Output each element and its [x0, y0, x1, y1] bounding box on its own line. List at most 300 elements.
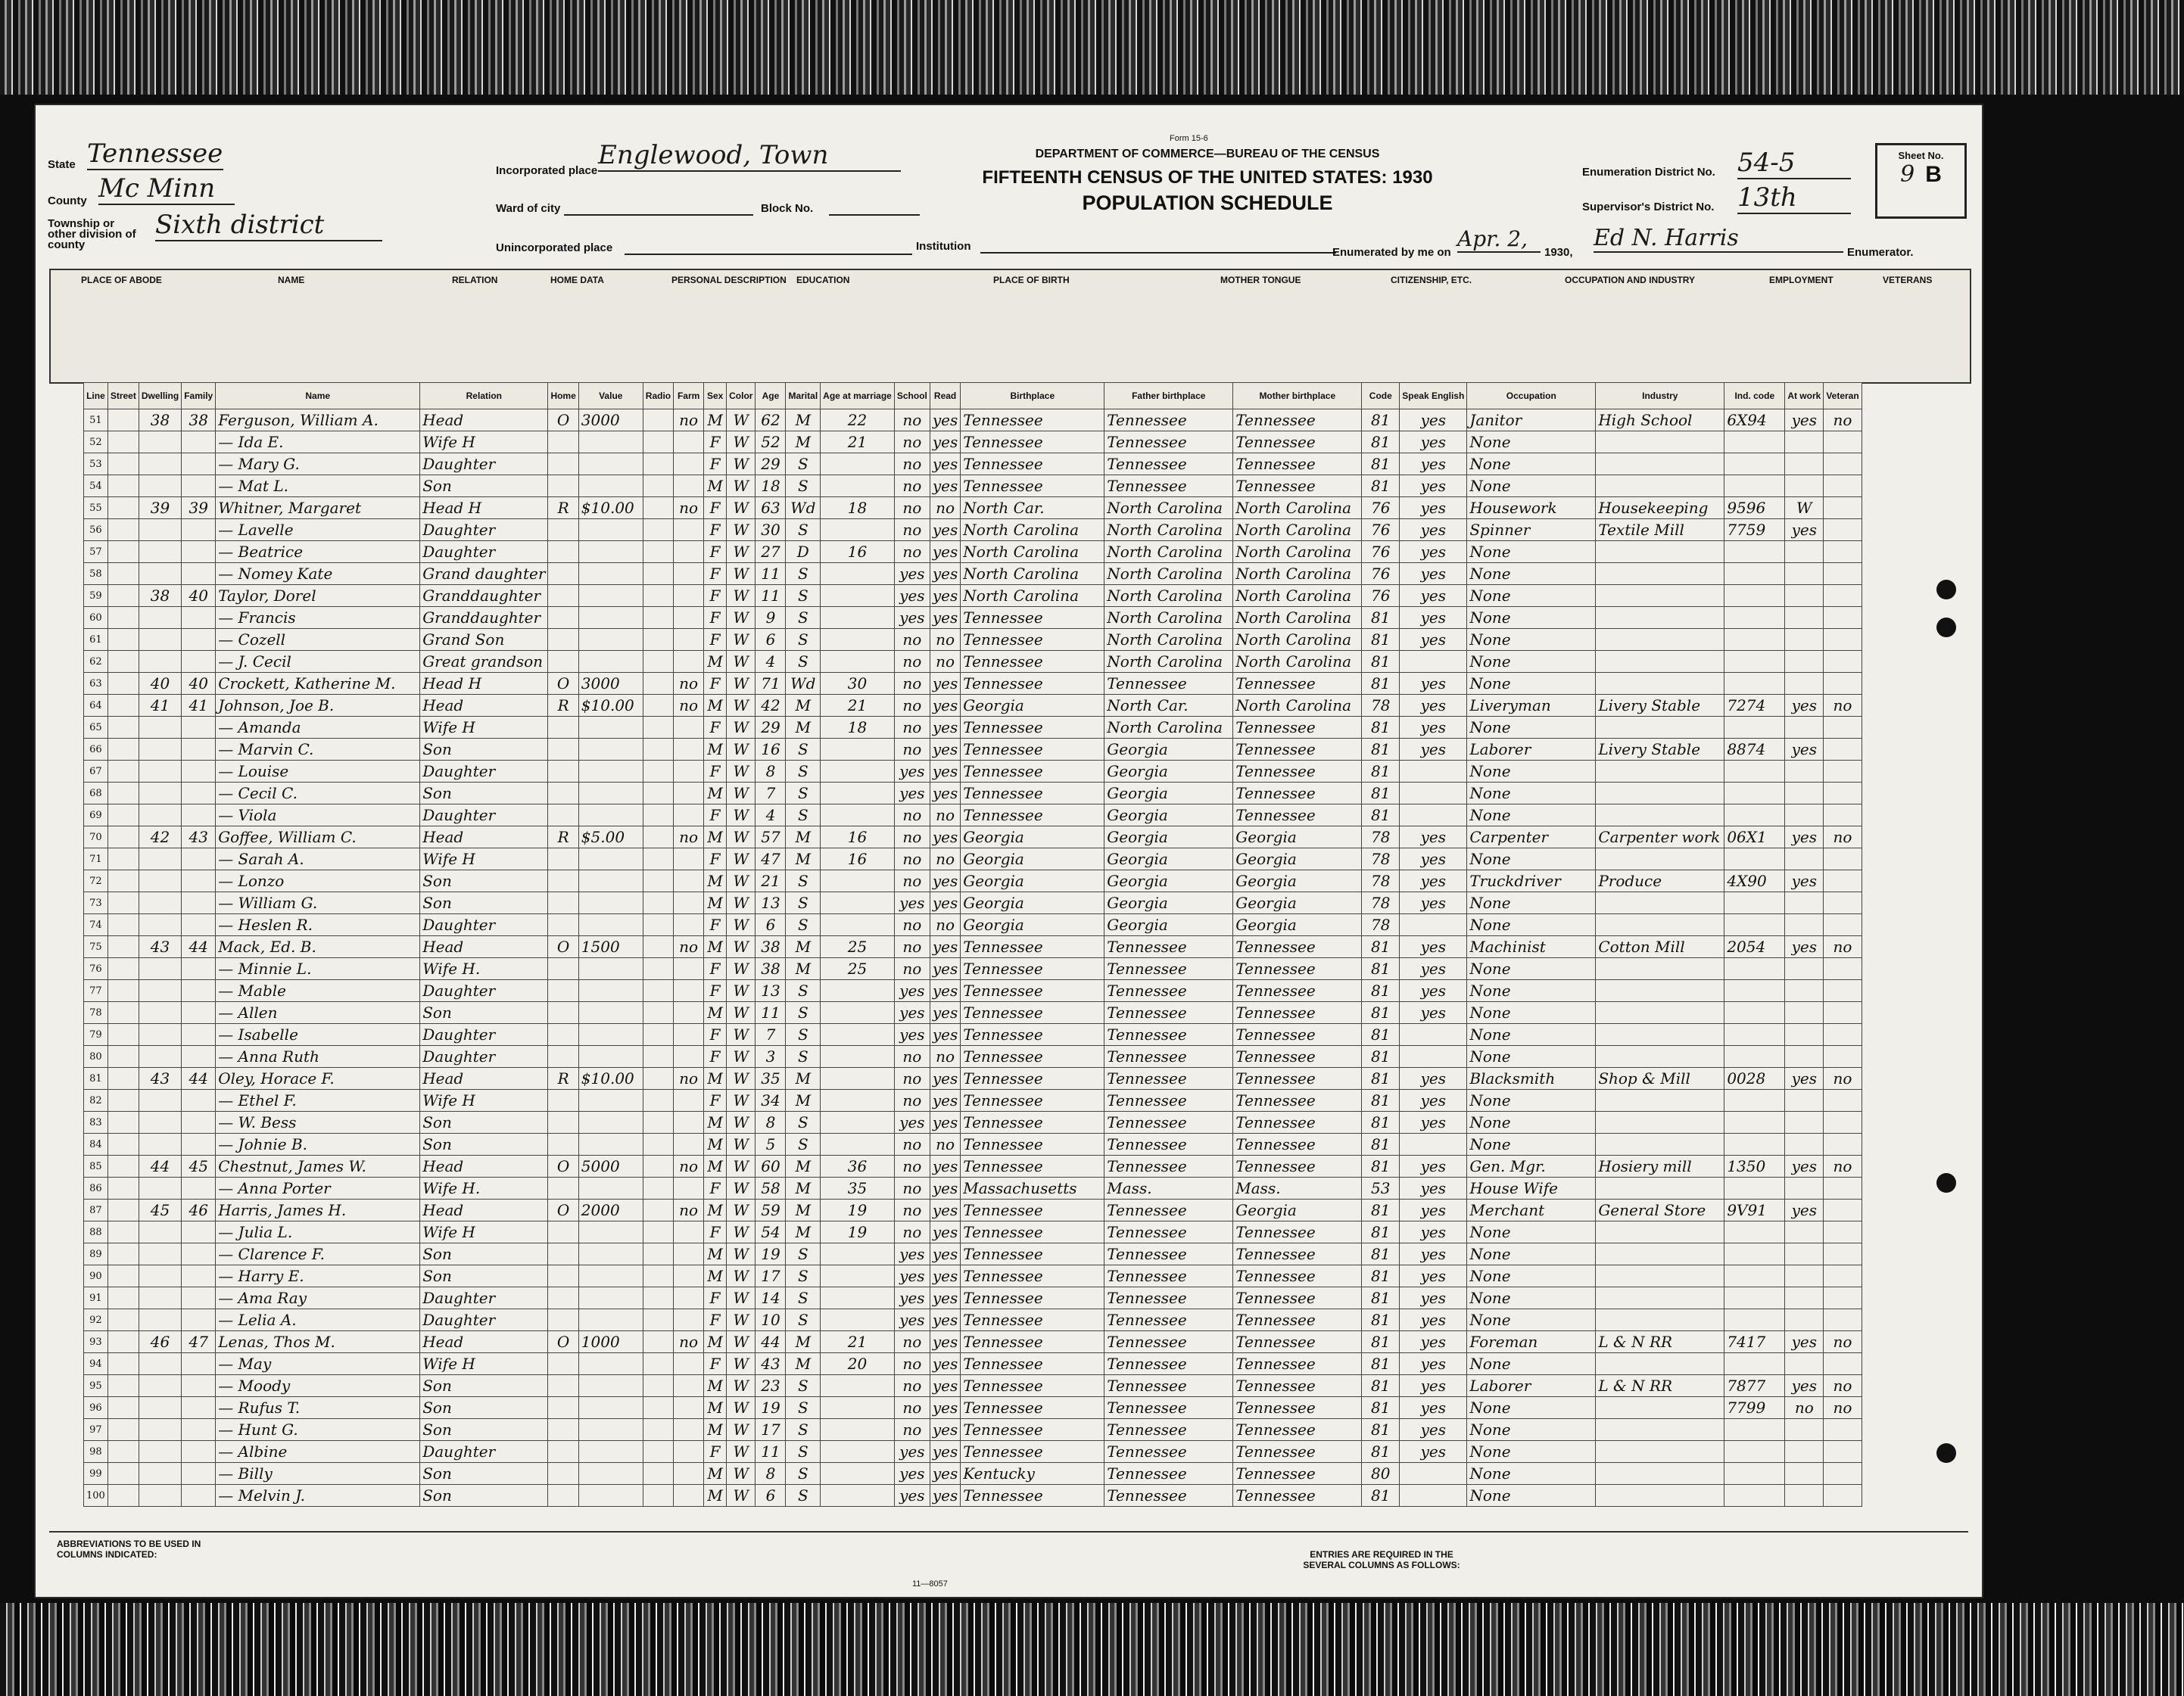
cell-vet: no [1824, 936, 1862, 958]
table-row [84, 1243, 1862, 1265]
table-row [84, 848, 1862, 870]
cell-val [578, 914, 643, 936]
cell-mbp: Mass. [1233, 1178, 1362, 1200]
cell-code: 78 [1362, 892, 1400, 914]
cell-icode: 6X94 [1724, 409, 1785, 431]
line-number: 58 [84, 563, 108, 585]
cell-work [1785, 914, 1824, 936]
cell-work: yes [1785, 826, 1824, 848]
cell-vet: no [1824, 826, 1862, 848]
cell-color: W [727, 1178, 756, 1200]
cell-fbp: North Carolina [1104, 651, 1233, 673]
cell-val [578, 761, 643, 783]
cell-mar: S [786, 475, 821, 497]
cell-radio [643, 453, 673, 475]
cell-code: 81 [1362, 1419, 1400, 1441]
cell-age: 17 [756, 1419, 786, 1441]
cell-work [1785, 804, 1824, 826]
column-header: Veteran [1824, 383, 1862, 409]
cell-name: — Francis [216, 607, 420, 629]
census-title: FIFTEENTH CENSUS OF THE UNITED STATES: 1930 [982, 167, 1433, 188]
cell-mar: M [786, 717, 821, 739]
cell-st [107, 629, 139, 651]
cell-occ: Housework [1467, 497, 1596, 519]
cell-home [548, 717, 578, 739]
cell-occ: Laborer [1467, 1375, 1596, 1397]
cell-sch: no [894, 739, 930, 761]
cell-mbp: Tennessee [1233, 1221, 1362, 1243]
line-number: 66 [84, 739, 108, 761]
cell-occ: Truckdriver [1467, 870, 1596, 892]
cell-age: 3 [756, 1046, 786, 1068]
cell-work [1785, 607, 1824, 629]
cell-dw [139, 1397, 181, 1419]
cell-read: yes [930, 1441, 960, 1463]
cell-mbp: Georgia [1233, 848, 1362, 870]
cell-ind [1596, 475, 1724, 497]
cell-name: — Ida E. [216, 431, 420, 453]
cell-rel: Daughter [420, 1441, 548, 1463]
cell-sch: no [894, 695, 930, 717]
cell-fam [182, 1309, 216, 1331]
cell-color: W [727, 958, 756, 980]
cell-mbp: North Carolina [1233, 519, 1362, 541]
cell-read: yes [930, 1331, 960, 1353]
cell-work [1785, 980, 1824, 1002]
cell-age: 9 [756, 607, 786, 629]
cell-farm [674, 1287, 704, 1309]
cell-val: 1500 [578, 936, 643, 958]
cell-radio [643, 1397, 673, 1419]
cell-val [578, 1485, 643, 1507]
cell-work [1785, 1353, 1824, 1375]
cell-bp: Tennessee [961, 761, 1104, 783]
cell-dw [139, 1463, 181, 1485]
cell-vet [1824, 804, 1862, 826]
cell-eng: yes [1400, 475, 1467, 497]
cell-farm [674, 1265, 704, 1287]
cell-age: 8 [756, 1463, 786, 1485]
cell-rel: Daughter [420, 1046, 548, 1068]
cell-name: — J. Cecil [216, 651, 420, 673]
cell-icode [1724, 453, 1785, 475]
sheet-number-box [1875, 143, 1967, 219]
cell-ind [1596, 1024, 1724, 1046]
cell-icode: 1350 [1724, 1156, 1785, 1178]
cell-agm [821, 585, 895, 607]
cell-sex: M [704, 409, 727, 431]
cell-rel: Son [420, 1243, 548, 1265]
cell-name: — Minnie L. [216, 958, 420, 980]
cell-icode: 7877 [1724, 1375, 1785, 1397]
cell-mar: S [786, 1375, 821, 1397]
cell-code: 81 [1362, 761, 1400, 783]
cell-dw [139, 541, 181, 563]
cell-radio [643, 870, 673, 892]
cell-home [548, 1090, 578, 1112]
table-row [84, 1178, 1862, 1200]
cell-name: — Allen [216, 1002, 420, 1024]
cell-icode [1724, 761, 1785, 783]
cell-age: 18 [756, 475, 786, 497]
cell-vet [1824, 475, 1862, 497]
cell-read: yes [930, 1068, 960, 1090]
cell-sex: F [704, 1353, 727, 1375]
cell-radio [643, 651, 673, 673]
cell-rel: Daughter [420, 980, 548, 1002]
column-header: School [894, 383, 930, 409]
line-number: 81 [84, 1068, 108, 1090]
cell-work [1785, 1463, 1824, 1485]
cell-bp: Tennessee [961, 804, 1104, 826]
cell-bp: Tennessee [961, 1002, 1104, 1024]
cell-dw [139, 804, 181, 826]
cell-fam [182, 804, 216, 826]
cell-sch: no [894, 914, 930, 936]
cell-agm [821, 1375, 895, 1397]
cell-mbp: Tennessee [1233, 1046, 1362, 1068]
cell-farm [674, 563, 704, 585]
cell-sex: F [704, 453, 727, 475]
table-row [84, 958, 1862, 980]
cell-val [578, 717, 643, 739]
cell-read: yes [930, 475, 960, 497]
cell-fbp: Tennessee [1104, 1331, 1233, 1353]
cell-mar: S [786, 739, 821, 761]
cell-ind [1596, 673, 1724, 695]
cell-mbp: North Carolina [1233, 651, 1362, 673]
cell-farm [674, 870, 704, 892]
table-row [84, 980, 1862, 1002]
cell-mbp: Tennessee [1233, 409, 1362, 431]
cell-bp: Tennessee [961, 1134, 1104, 1156]
cell-icode [1724, 1024, 1785, 1046]
cell-sch: no [894, 651, 930, 673]
cell-rel: Daughter [420, 1287, 548, 1309]
cell-age: 23 [756, 1375, 786, 1397]
cell-mbp: Tennessee [1233, 475, 1362, 497]
cell-vet [1824, 980, 1862, 1002]
cell-mar: S [786, 1419, 821, 1441]
cell-mar: D [786, 541, 821, 563]
cell-mbp: Tennessee [1233, 1243, 1362, 1265]
cell-sex: F [704, 1046, 727, 1068]
cell-color: W [727, 541, 756, 563]
cell-work [1785, 1485, 1824, 1507]
cell-radio [643, 1243, 673, 1265]
table-row [84, 870, 1862, 892]
dept-title: DEPARTMENT OF COMMERCE—BUREAU OF THE CENSUS [1035, 148, 1380, 160]
cell-radio [643, 717, 673, 739]
cell-home: O [548, 1331, 578, 1353]
column-header: Mother birthplace [1233, 383, 1362, 409]
cell-icode [1724, 892, 1785, 914]
cell-val: 3000 [578, 409, 643, 431]
cell-vet: no [1824, 1156, 1862, 1178]
cell-radio [643, 1024, 673, 1046]
cell-read: yes [930, 1463, 960, 1485]
cell-mar: M [786, 1331, 821, 1353]
cell-agm: 16 [821, 848, 895, 870]
cell-radio [643, 1485, 673, 1507]
cell-code: 78 [1362, 826, 1400, 848]
cell-color: W [727, 848, 756, 870]
cell-eng: yes [1400, 892, 1467, 914]
cell-age: 47 [756, 848, 786, 870]
cell-occ: Blacksmith [1467, 1068, 1596, 1090]
cell-farm [674, 519, 704, 541]
cell-ind: L & N RR [1596, 1331, 1724, 1353]
cell-work [1785, 1419, 1824, 1441]
cell-radio [643, 1090, 673, 1112]
cell-dw [139, 1090, 181, 1112]
cell-farm [674, 1485, 704, 1507]
cell-rel: Son [420, 1397, 548, 1419]
column-header: Dwelling [139, 383, 181, 409]
cell-read: yes [930, 1397, 960, 1419]
cell-icode [1724, 1463, 1785, 1485]
cell-fbp: North Carolina [1104, 497, 1233, 519]
cell-farm [674, 1134, 704, 1156]
cell-farm: no [674, 936, 704, 958]
cell-rel: Head [420, 1068, 548, 1090]
cell-sex: F [704, 431, 727, 453]
cell-age: 44 [756, 1331, 786, 1353]
cell-mbp: Tennessee [1233, 1156, 1362, 1178]
cell-eng [1400, 651, 1467, 673]
cell-occ: None [1467, 1112, 1596, 1134]
column-header: Speak English [1400, 383, 1467, 409]
cell-bp: Tennessee [961, 1068, 1104, 1090]
cell-fbp: Tennessee [1104, 1265, 1233, 1287]
cell-farm [674, 1178, 704, 1200]
cell-read: no [930, 651, 960, 673]
cell-agm [821, 1112, 895, 1134]
cell-sch: no [894, 848, 930, 870]
cell-sch: yes [894, 761, 930, 783]
cell-eng: yes [1400, 717, 1467, 739]
cell-sex: F [704, 1090, 727, 1112]
cell-fam [182, 1178, 216, 1200]
cell-st [107, 936, 139, 958]
cell-rel: Head H [420, 497, 548, 519]
cell-agm [821, 1485, 895, 1507]
cell-mbp: Tennessee [1233, 1463, 1362, 1485]
cell-fam: 45 [182, 1156, 216, 1178]
cell-code: 81 [1362, 409, 1400, 431]
cell-name: — Ama Ray [216, 1287, 420, 1309]
column-header: Birthplace [961, 383, 1104, 409]
cell-name: Oley, Horace F. [216, 1068, 420, 1090]
cell-fbp: North Carolina [1104, 541, 1233, 563]
cell-sex: M [704, 1068, 727, 1090]
cell-st [107, 497, 139, 519]
column-header: Family [182, 383, 216, 409]
cell-radio [643, 519, 673, 541]
table-row [84, 1265, 1862, 1287]
cell-bp: Georgia [961, 914, 1104, 936]
cell-code: 81 [1362, 607, 1400, 629]
cell-occ: None [1467, 1002, 1596, 1024]
cell-name: — Lavelle [216, 519, 420, 541]
sheet-side: B [1925, 162, 1942, 187]
cell-vet [1824, 739, 1862, 761]
form-number: Form 15-6 [1170, 134, 1208, 143]
cell-read: yes [930, 673, 960, 695]
cell-mbp: Tennessee [1233, 1485, 1362, 1507]
cell-farm [674, 629, 704, 651]
cell-code: 76 [1362, 519, 1400, 541]
cell-color: W [727, 804, 756, 826]
cell-dw [139, 1134, 181, 1156]
cell-val [578, 1375, 643, 1397]
incorporated-value: Englewood, Town [598, 140, 901, 172]
cell-occ: None [1467, 1024, 1596, 1046]
cell-sex: F [704, 563, 727, 585]
cell-home [548, 1287, 578, 1309]
unincorporated-label: Unincorporated place [496, 241, 613, 254]
cell-read: yes [930, 607, 960, 629]
cell-radio [643, 1353, 673, 1375]
line-number: 96 [84, 1397, 108, 1419]
cell-icode [1724, 783, 1785, 804]
cell-fam [182, 563, 216, 585]
cell-bp: Tennessee [961, 629, 1104, 651]
cell-st [107, 673, 139, 695]
cell-eng: yes [1400, 1331, 1467, 1353]
cell-dw: 45 [139, 1200, 181, 1221]
cell-val: $10.00 [578, 497, 643, 519]
cell-fbp: Tennessee [1104, 1221, 1233, 1243]
cell-ind [1596, 848, 1724, 870]
cell-rel: Son [420, 475, 548, 497]
cell-age: 13 [756, 980, 786, 1002]
cell-radio [643, 936, 673, 958]
cell-ind: Livery Stable [1596, 739, 1724, 761]
cell-occ: None [1467, 1441, 1596, 1463]
cell-rel: Daughter [420, 1309, 548, 1331]
cell-work [1785, 651, 1824, 673]
cell-radio [643, 1178, 673, 1200]
cell-rel: Granddaughter [420, 585, 548, 607]
cell-occ: None [1467, 717, 1596, 739]
column-header: Age at marriage [821, 383, 895, 409]
cell-mbp: Georgia [1233, 914, 1362, 936]
table-row [84, 695, 1862, 717]
cell-home [548, 804, 578, 826]
cell-ind: General Store [1596, 1200, 1724, 1221]
cell-read: yes [930, 519, 960, 541]
cell-farm [674, 1441, 704, 1463]
cell-home: O [548, 1156, 578, 1178]
cell-eng: yes [1400, 936, 1467, 958]
cell-dw: 43 [139, 1068, 181, 1090]
cell-read: yes [930, 453, 960, 475]
cell-st [107, 1485, 139, 1507]
table-row [84, 1463, 1862, 1485]
cell-ind: Hosiery mill [1596, 1156, 1724, 1178]
cell-bp: Tennessee [961, 1112, 1104, 1134]
cell-eng: yes [1400, 1353, 1467, 1375]
cell-occ: None [1467, 914, 1596, 936]
line-number: 75 [84, 936, 108, 958]
cell-dw [139, 607, 181, 629]
cell-st [107, 541, 139, 563]
cell-st [107, 1331, 139, 1353]
cell-read: yes [930, 783, 960, 804]
cell-agm [821, 1243, 895, 1265]
cell-agm [821, 1441, 895, 1463]
cell-val [578, 541, 643, 563]
cell-code: 81 [1362, 1156, 1400, 1178]
cell-mar: S [786, 914, 821, 936]
cell-fbp: Tennessee [1104, 1046, 1233, 1068]
cell-age: 6 [756, 629, 786, 651]
cell-val: 3000 [578, 673, 643, 695]
cell-farm: no [674, 1331, 704, 1353]
cell-vet [1824, 1134, 1862, 1156]
cell-radio [643, 673, 673, 695]
cell-st [107, 958, 139, 980]
cell-farm [674, 717, 704, 739]
cell-occ: Laborer [1467, 739, 1596, 761]
cell-fbp: Georgia [1104, 892, 1233, 914]
cell-mar: M [786, 936, 821, 958]
cell-st [107, 739, 139, 761]
line-number: 94 [84, 1353, 108, 1375]
cell-eng: yes [1400, 585, 1467, 607]
cell-fbp: Tennessee [1104, 1375, 1233, 1397]
cell-color: W [727, 1046, 756, 1068]
cell-rel: Son [420, 739, 548, 761]
column-header: Sex [704, 383, 727, 409]
cell-read: no [930, 914, 960, 936]
line-number: 61 [84, 629, 108, 651]
cell-radio [643, 497, 673, 519]
cell-val [578, 431, 643, 453]
cell-val [578, 848, 643, 870]
cell-age: 19 [756, 1397, 786, 1419]
cell-name: — Viola [216, 804, 420, 826]
cell-st [107, 1002, 139, 1024]
cell-vet [1824, 1046, 1862, 1068]
cell-farm: no [674, 1068, 704, 1090]
cell-ind [1596, 1243, 1724, 1265]
cell-sch: yes [894, 892, 930, 914]
cell-eng: yes [1400, 629, 1467, 651]
cell-read: yes [930, 1287, 960, 1309]
table-row [84, 1046, 1862, 1068]
column-header-row [84, 383, 1862, 409]
cell-mar: S [786, 1265, 821, 1287]
cell-val [578, 1353, 643, 1375]
cell-home [548, 914, 578, 936]
cell-eng: yes [1400, 607, 1467, 629]
cell-name: — Julia L. [216, 1221, 420, 1243]
table-row [84, 541, 1862, 563]
cell-agm [821, 914, 895, 936]
cell-sex: F [704, 958, 727, 980]
cell-agm [821, 1134, 895, 1156]
cell-rel: Son [420, 1134, 548, 1156]
cell-occ: None [1467, 1046, 1596, 1068]
cell-code: 81 [1362, 1200, 1400, 1221]
cell-eng: yes [1400, 980, 1467, 1002]
cell-mbp: Tennessee [1233, 1309, 1362, 1331]
cell-radio [643, 1221, 673, 1243]
cell-fbp: Tennessee [1104, 1353, 1233, 1375]
cell-rel: Head [420, 1200, 548, 1221]
